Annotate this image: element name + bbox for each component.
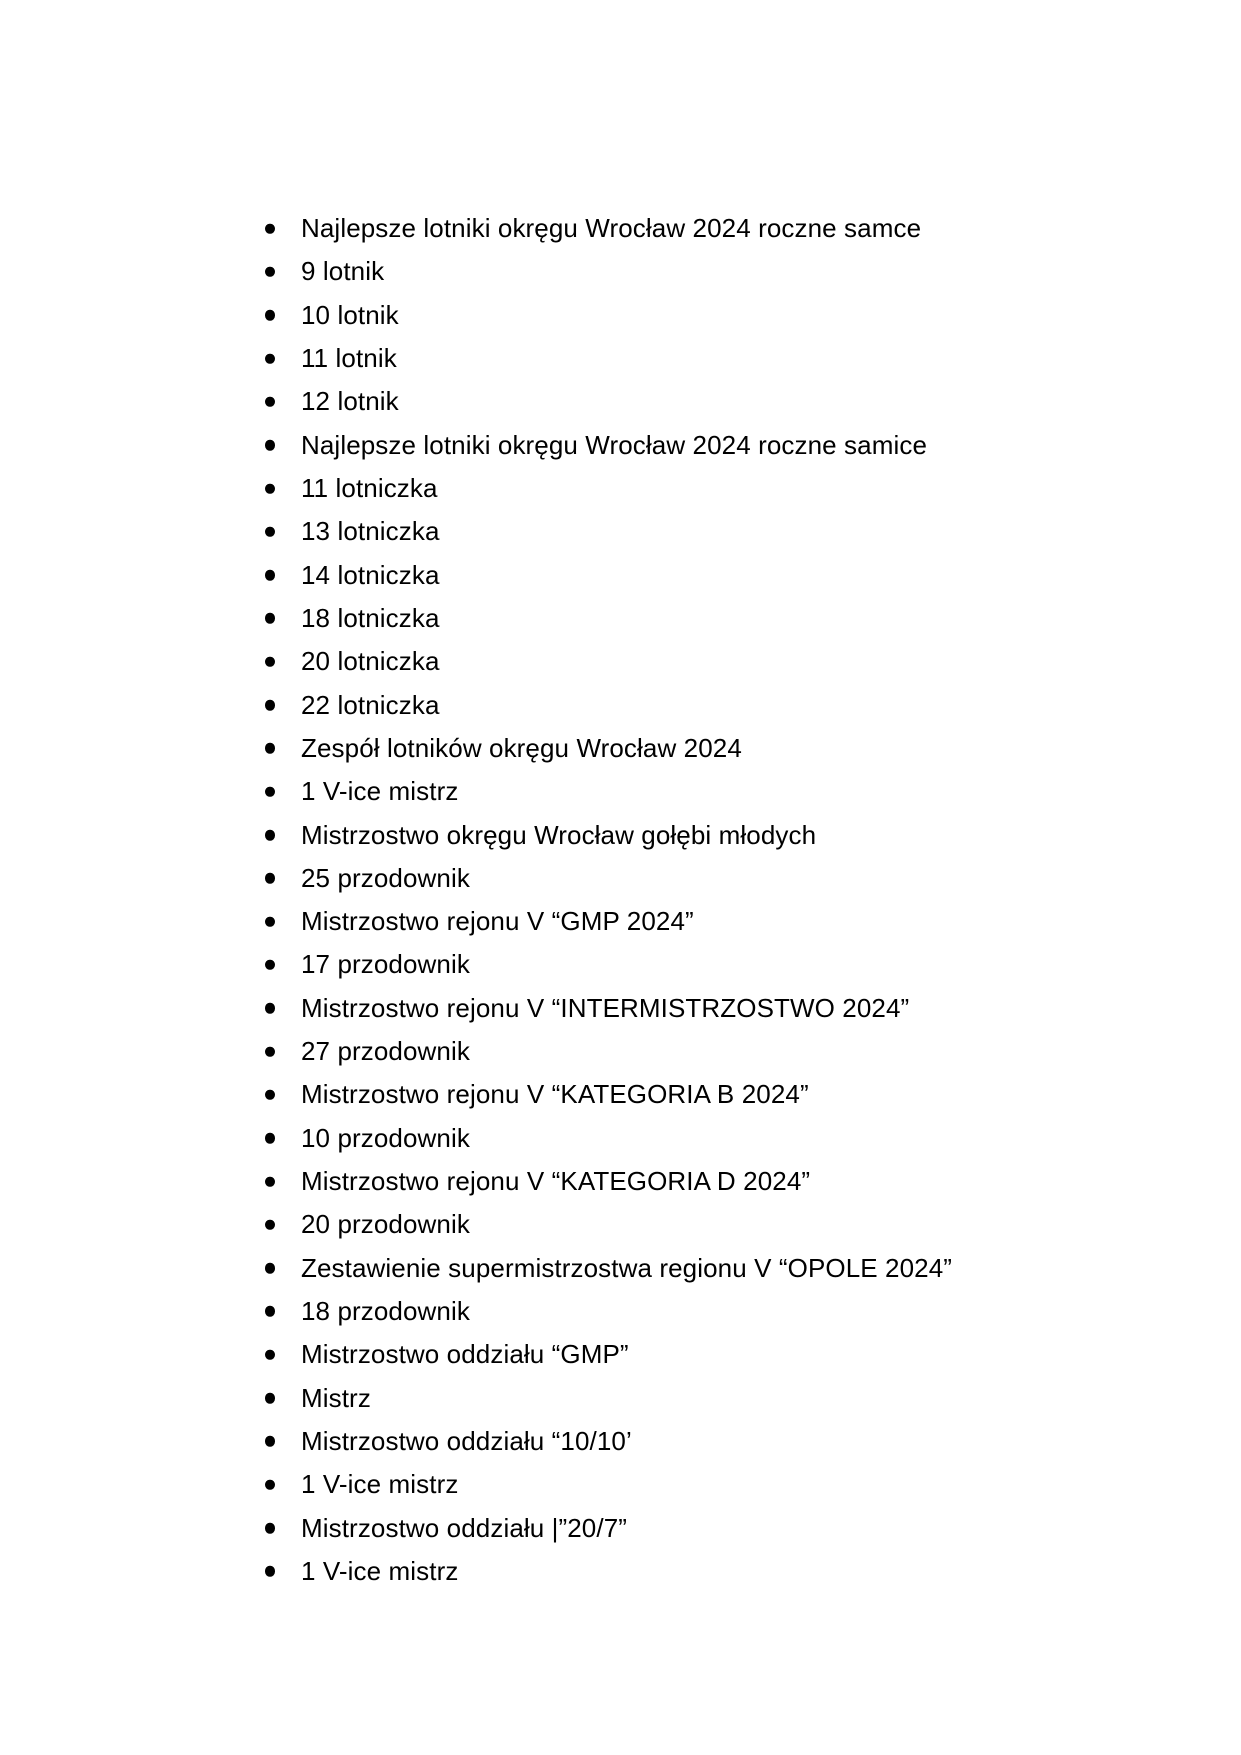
bullet-icon: [265, 1220, 275, 1231]
list-item: [0, 1506, 1241, 1549]
list-item-text: 20 przodownik: [301, 1209, 470, 1240]
list-item: [0, 510, 1241, 553]
bullet-icon: [265, 310, 275, 321]
bullet-icon: [265, 1133, 275, 1144]
bullet-icon: [265, 743, 275, 754]
bullet-icon: [265, 527, 275, 538]
list-item-text: Mistrzostwo rejonu V “KATEGORIA D 2024”: [301, 1166, 811, 1197]
list-item-text: 22 lotniczka: [301, 689, 440, 720]
bullet-icon: [265, 397, 275, 408]
list-item-text: 10 lotnik: [301, 299, 399, 330]
list-item: [0, 770, 1241, 813]
list-item: [0, 424, 1241, 467]
bullet-list: [0, 207, 1241, 1593]
list-item: [0, 1333, 1241, 1376]
list-item: [0, 207, 1241, 250]
list-item-text: 14 lotniczka: [301, 559, 440, 590]
list-item-text: 17 przodownik: [301, 949, 470, 980]
bullet-icon: [265, 657, 275, 668]
list-item-text: Mistrzostwo rejonu V “INTERMISTRZOSTWO 2024”: [301, 992, 910, 1023]
list-item-text: Najlepsze lotniki okręgu Wrocław 2024 roczne samice: [301, 429, 928, 460]
bullet-icon: [265, 1566, 275, 1577]
list-item-text: 11 lotniczka: [301, 473, 438, 504]
list-item: [0, 1463, 1241, 1506]
bullet-icon: [265, 1523, 275, 1534]
list-item: [0, 727, 1241, 770]
list-item: [0, 467, 1241, 510]
list-item: [0, 554, 1241, 597]
list-item-text: 1 V-ice mistrz: [301, 1469, 459, 1500]
list-item: [0, 1203, 1241, 1246]
bullet-icon: [265, 960, 275, 971]
list-item-text: 20 lotniczka: [301, 646, 440, 677]
list-item-text: Zespół lotników okręgu Wrocław 2024: [301, 732, 742, 763]
bullet-icon: [265, 1090, 275, 1101]
bullet-icon: [265, 1176, 275, 1187]
list-item: [0, 900, 1241, 943]
list-item: [0, 1073, 1241, 1116]
list-item: [0, 1247, 1241, 1290]
list-item: [0, 337, 1241, 380]
bullet-icon: [265, 916, 275, 927]
bullet-icon: [265, 1046, 275, 1057]
list-item-text: 13 lotniczka: [301, 516, 440, 547]
list-item-text: Mistrzostwo oddziału “10/10’: [301, 1425, 632, 1456]
list-item: [0, 683, 1241, 726]
list-item-text: Mistrzostwo oddziału |”20/7”: [301, 1512, 628, 1543]
bullet-icon: [265, 353, 275, 364]
list-item-text: 18 przodownik: [301, 1295, 470, 1326]
list-item-text: Zestawienie supermistrzostwa regionu V “OPOLE 2024”: [301, 1252, 953, 1283]
list-item: [0, 1550, 1241, 1593]
bullet-icon: [265, 223, 275, 234]
list-item: [0, 813, 1241, 856]
bullet-icon: [265, 830, 275, 841]
bullet-icon: [265, 1393, 275, 1404]
list-item-text: 27 przodownik: [301, 1036, 470, 1067]
list-item-text: Mistrzostwo rejonu V “GMP 2024”: [301, 906, 694, 937]
list-item: [0, 294, 1241, 337]
list-item-text: Mistrzostwo oddziału “GMP”: [301, 1339, 629, 1370]
bullet-icon: [265, 440, 275, 451]
list-item: [0, 597, 1241, 640]
list-item: [0, 987, 1241, 1030]
list-item: [0, 640, 1241, 683]
bullet-icon: [265, 613, 275, 624]
list-item: [0, 943, 1241, 986]
bullet-icon: [265, 700, 275, 711]
bullet-icon: [265, 1003, 275, 1014]
list-item: [0, 1420, 1241, 1463]
bullet-icon: [265, 483, 275, 494]
list-item: [0, 1160, 1241, 1203]
bullet-icon: [265, 873, 275, 884]
list-item-text: 1 V-ice mistrz: [301, 776, 459, 807]
list-item-text: Mistrzostwo rejonu V “KATEGORIA B 2024”: [301, 1079, 809, 1110]
bullet-icon: [265, 570, 275, 581]
list-item: [0, 1030, 1241, 1073]
list-item: [0, 1376, 1241, 1419]
list-item: [0, 380, 1241, 423]
bullet-icon: [265, 267, 275, 278]
bullet-icon: [265, 786, 275, 797]
list-item: [0, 1290, 1241, 1333]
list-item: [0, 250, 1241, 293]
list-item-text: Mistrz: [301, 1382, 371, 1413]
list-item-text: 1 V-ice mistrz: [301, 1555, 459, 1586]
bullet-icon: [265, 1263, 275, 1274]
list-item-text: 11 lotnik: [301, 343, 397, 374]
list-item-text: 25 przodownik: [301, 862, 470, 893]
bullet-icon: [265, 1436, 275, 1447]
bullet-icon: [265, 1479, 275, 1490]
list-item: [0, 857, 1241, 900]
bullet-icon: [265, 1306, 275, 1317]
list-item-text: 10 przodownik: [301, 1122, 470, 1153]
list-item-text: 18 lotniczka: [301, 602, 440, 633]
list-item-text: 12 lotnik: [301, 386, 399, 417]
list-item-text: Najlepsze lotniki okręgu Wrocław 2024 roczne samce: [301, 213, 922, 244]
list-item-text: 9 lotnik: [301, 256, 385, 287]
bullet-icon: [265, 1350, 275, 1361]
list-item-text: Mistrzostwo okręgu Wrocław gołębi młodych: [301, 819, 817, 850]
list-item: [0, 1117, 1241, 1160]
